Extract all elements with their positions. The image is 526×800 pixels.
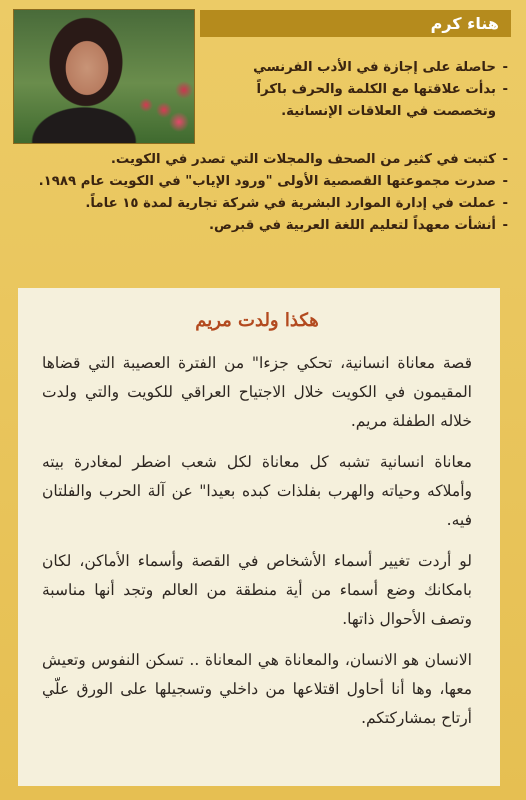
author-name-bar [200,10,511,37]
story-paragraph: قصة معاناة انسانية، تحكي جزءا" من الفترة العصيبة التي قضاها المقيمون في الكويت خلال الاجتياح العراقي للكويت والتي ولدت خلاله الطفلة مريم. [42,354,472,430]
bio-item: - صدرت مجموعتها القصصية الأولى "ورود الإياب" في الكويت عام ١٩٨٩. [20,171,508,193]
author-name: هناء كرم [430,14,499,33]
author-photo [13,9,195,144]
bio-item: - كتبت في كثير من الصحف والمجلات التي تصدر في الكويت. [20,149,508,171]
bio-list-top [208,57,508,123]
bio-item: - حاصلة على إجازة في الأدب الفرنسي [208,57,508,79]
story-title: هكذا ولدت مريم [195,310,319,331]
story-panel [18,288,500,786]
bio-item: - بدأت علاقتها مع الكلمة والحرف باكراً وتخصصت في العلاقات الإنسانية. [208,79,508,123]
bio-item: - عملت في إدارة الموارد البشرية في شركة تجارية لمدة ١٥ عاماً. [20,193,508,215]
story-paragraph: الانسان هو الانسان، والمعاناة هي المعاناة .. تسكن النفوس وتعيش معها، وها أنا أحاول اقتلاعها من داخلي وتسجيلها على الورق علّي أرتاح بمشاركتكم. [42,651,472,727]
bio-item: - أنشأت معهداً لتعليم اللغة العربية في قبرص. [20,215,508,237]
story-paragraph: لو أردت تغيير أسماء الأشخاص في القصة وأسماء الأماكن، لكان بامكانك وضع أسماء من أية منطقة من العالم وتجد أنها مناسبة وتصف الأحوال ذاتها. [42,552,472,628]
story-paragraph: معاناة انسانية تشبه كل معاناة لكل شعب اضطر لمغادرة بيته وأملاكه وحياته والهرب بفلذات كبده بعيدا" عن آلة الحرب والفلتان فيه. [42,453,472,529]
bio-list-bottom [20,149,508,237]
